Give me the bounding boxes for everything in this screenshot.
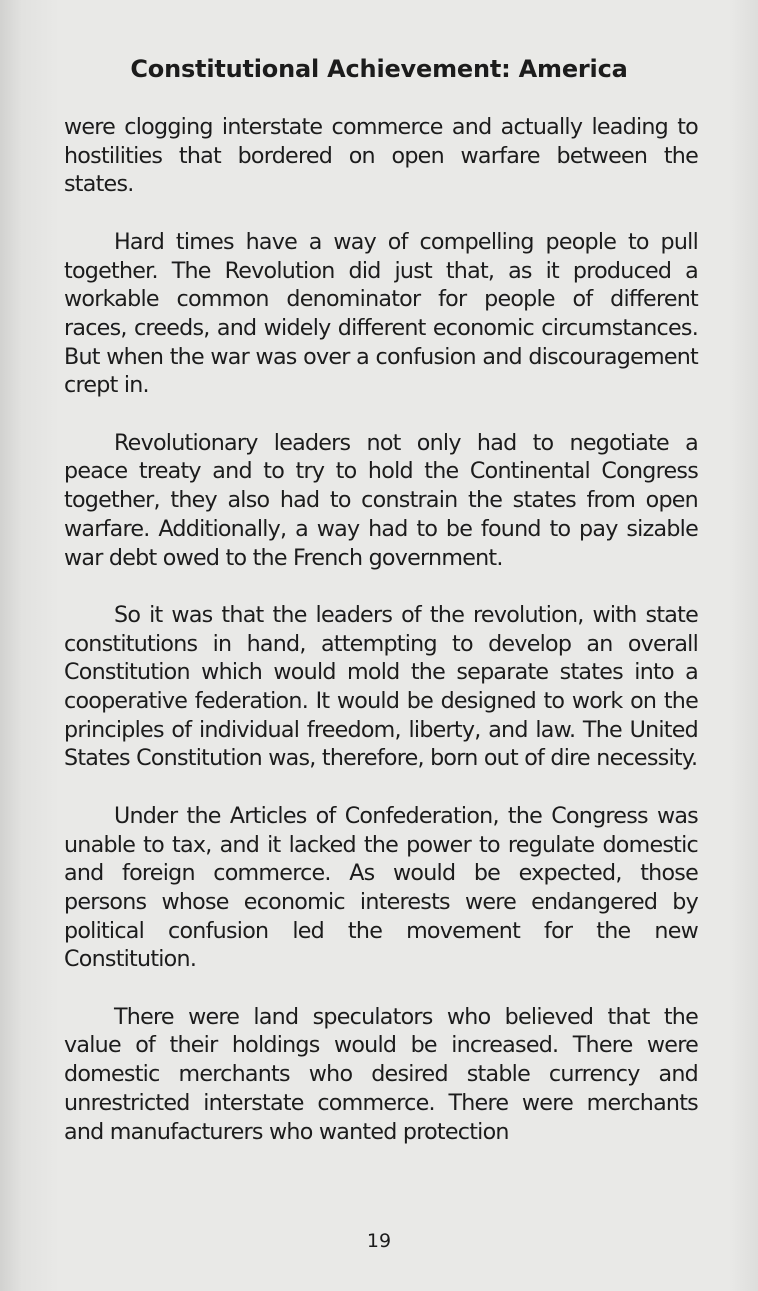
page-number: 19 — [366, 1230, 392, 1252]
running-head-title: Constitutional Achievement: America — [130, 55, 628, 83]
paragraph: Under the Articles of Confederation, the Congress was unable to tax, and it lacked the power to regulate domestic and foreign commerce. As would be expected, those persons whose economic interests were endangered by political confusion led the movement for the new Constitution. — [64, 802, 698, 973]
body-text — [64, 113, 698, 1175]
paragraph-continuation: were clogging interstate commerce and actually leading to hostilities that bordered on open warfare between the states. — [64, 114, 698, 198]
paragraph: So it was that the leaders of the revolution, with state constitutions in hand, attempting to develop an overall Constitution which would mold the separate states into a cooperative federation. It would be designed to work on the principles of individual freedom, liberty, and law. The United States Constitution was, therefore, born out of dire necessity. — [64, 601, 698, 772]
paragraph: Hard times have a way of compelling people to pull together. The Revolution did just that, as it produced a workable common denominator for people of different races, creeds, and widely different economic circumstances. But when the war was over a confusion and discouragement crept in. — [64, 228, 698, 399]
paragraph: There were land speculators who believed that the value of their holdings would be increased. There were domestic merchants who desired stable currency and unrestricted interstate commerce. There were merchants and manufacturers who wanted protection — [64, 1003, 698, 1145]
paragraph: Revolutionary leaders not only had to negotiate a peace treaty and to try to hold the Continental Congress together, they also had to constrain the states from open warfare. Additionally, a way had to be found to pay sizable war debt owed to the French government. — [64, 429, 698, 571]
